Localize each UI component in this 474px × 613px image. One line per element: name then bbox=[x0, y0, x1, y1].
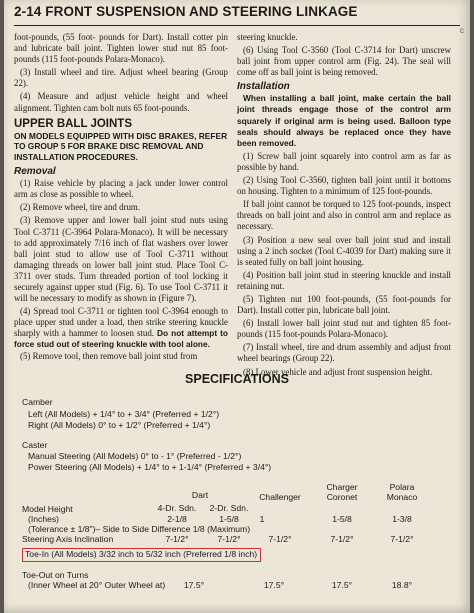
model-height-charger: 1-5/8 bbox=[332, 514, 352, 524]
section-disc-brake-note: ON MODELS EQUIPPED WITH DISC BRAKES, REFER TO GROUP 5 FOR BRAKE DISC REMOVAL AND INSTALLATION PROCEDURES. bbox=[14, 130, 228, 162]
install-step-3: (3) Position a new seal over ball joint stud and install using a 2 inch socket (Tool C-4039 for Dart) making sure it is seated fully on ball joint housing. bbox=[237, 234, 451, 267]
camber-right: Right (All Models) 0° to + 1/2° (Preferred + 1/4°) bbox=[28, 420, 211, 430]
install-step-7: (7) Install wheel, tire and drum assembly and adjust front wheel bearings (Group 22). bbox=[237, 342, 451, 364]
model-height-polara: 1-3/8 bbox=[392, 514, 412, 524]
left-column bbox=[14, 32, 228, 364]
tolerance-note: (Tolerance ± 1/8")– Side to Side Difference 1/8 (Maximum) bbox=[28, 524, 251, 534]
toe-out-label: Toe-Out on Turns bbox=[22, 570, 89, 580]
specifications-title: SPECIFICATIONS bbox=[185, 372, 289, 386]
col-header-dart: Dart bbox=[191, 490, 209, 500]
model-height-challenger: 1 bbox=[259, 514, 265, 524]
removal-step-2: (2) Remove wheel, tire and drum. bbox=[20, 202, 141, 213]
left-intro-3: (4) Measure and adjust vehicle height and wheel alignment. Tighten cam bolt nuts 65 foot-pounds. bbox=[14, 91, 228, 113]
install-step-8: (8) Lower vehicle and adjust front suspension height. bbox=[243, 366, 433, 377]
camber-left: Left (All Models) + 1/4° to + 3/4° (Preferred + 1/2°) bbox=[28, 409, 220, 419]
model-height-dart-4dr: 2-1/8 bbox=[167, 514, 187, 524]
toe-out-dart: 17.5° bbox=[183, 580, 205, 590]
installation-heading: Installation bbox=[237, 81, 290, 93]
page-header bbox=[14, 4, 460, 30]
install-torque-note: If ball joint cannot be torqued to 125 foot-pounds, inspect threads on ball joint and also in control arm and replace as necessary. bbox=[237, 199, 451, 232]
installation-note: When installing a ball joint, make certain the ball joint threads engage those of the control arm squarely if original arm is being used. Balloon type seals should always be replaced once they have been removed. bbox=[237, 93, 451, 148]
left-intro-1: foot-pounds, (55 foot- pounds for Dart). Install cotter pin and lubricate ball joint. Tighten lower stud nut 85 foot-pounds (115 foot-pounds Polara-Monaco). bbox=[14, 32, 228, 65]
removal-step-5: (5) Remove tool, then remove ball joint stud from bbox=[20, 350, 198, 361]
camber-label: Camber bbox=[22, 397, 53, 407]
sai-charger: 7-1/2° bbox=[330, 534, 354, 544]
caster-manual: Manual Steering (All Models) 0° to - 1° (Preferred - 1/2°) bbox=[28, 451, 242, 461]
right-intro-2: (6) Using Tool C-3560 (Tool C-3714 for Dart) unscrew ball joint from upper control arm (Fig. 24). The seal will come off as ball joint is being removed. bbox=[237, 45, 451, 78]
removal-step-1: (1) Raise vehicle by placing a jack under lower control arm as close as possible to wheel. bbox=[14, 178, 228, 200]
model-height-dart-2dr: 1-5/8 bbox=[219, 514, 239, 524]
page-title: 2-14 FRONT SUSPENSION AND STEERING LINKAGE bbox=[14, 4, 358, 19]
col-header-challenger: Challenger bbox=[259, 492, 301, 502]
section-title-upper-ball-joints: UPPER BALL JOINTS bbox=[14, 117, 132, 130]
toe-in-spec: Toe-In (All Models) 3/32 inch to 5/32 inch (Preferred 1/8 inch) bbox=[25, 549, 258, 559]
col-header-monaco: Monaco bbox=[386, 492, 418, 502]
left-intro-2: (3) Install wheel and tire. Adjust wheel bearing (Group 22). bbox=[14, 67, 228, 89]
sai-label: Steering Axis Inclination bbox=[22, 534, 114, 544]
install-step-1: (1) Screw ball joint squarely into control arm as far as possible by hand. bbox=[237, 150, 451, 172]
removal-step-4-text: (4) Spread tool C-3711 or tighten tool C-3964 enough to place upper stud under a load, then strike steering knuckle sharply with a hammer to loosen stud. bbox=[14, 306, 228, 339]
caster-power: Power Steering (All Models) + 1/4° to + 1-1/4° (Preferred + 3/4°) bbox=[28, 462, 272, 472]
col-header-coronet: Coronet bbox=[326, 492, 358, 502]
inches-label: (Inches) bbox=[28, 514, 60, 524]
col-header-charger: Charger bbox=[326, 482, 358, 492]
install-step-4: (4) Position ball joint stud in steering knuckle and install retaining nut. bbox=[237, 269, 451, 291]
install-step-5: (5) Tighten nut 100 foot-pounds, (55 foot-pounds for Dart). Install cotter pin, lubricate ball joint. bbox=[237, 293, 451, 316]
col-header-dart-4dr: 4-Dr. Sdn. bbox=[157, 503, 197, 513]
col-header-dart-2dr: 2-Dr. Sdn. bbox=[209, 503, 249, 513]
removal-warning: Do not attempt to force stud out of steering knuckle with tool alone. bbox=[14, 328, 229, 350]
sai-polara: 7-1/2° bbox=[390, 534, 414, 544]
header-rule bbox=[14, 25, 460, 26]
manual-page bbox=[4, 0, 470, 613]
col-header-polara: Polara bbox=[389, 482, 415, 492]
model-height-label: Model Height bbox=[22, 504, 73, 514]
toe-out-challenger: 17.5° bbox=[263, 580, 285, 590]
right-intro-1: steering knuckle. bbox=[237, 32, 298, 42]
removal-heading: Removal bbox=[14, 166, 56, 178]
sai-dart-2dr: 7-1/2° bbox=[217, 534, 241, 544]
removal-step-4 bbox=[14, 306, 228, 350]
right-column bbox=[237, 32, 451, 380]
corner-mark: c bbox=[460, 26, 464, 35]
removal-step-3: (3) Remove upper and lower ball joint stud nuts using Tool C-3711 (C-3964 Polara-Monaco). It will be necessary to add approximately 7/16 inch of flat washers over lower ball joint stud to allow use of Tool C-3711 without damaging threads on lower ball joint stud. Place Tool C-3711 over studs. Turn threaded portion of tool locking it securely against upper stud (Fig. 6). To use Tool C-3711 it will be necessary to modify as shown in (Figure 7). bbox=[14, 215, 228, 304]
sai-dart-4dr: 7-1/2° bbox=[165, 534, 189, 544]
toe-out-polara: 18.8° bbox=[391, 580, 413, 590]
install-step-2: (2) Using Tool C-3560, tighten ball joint until it bottoms on housing. Tighten to a minimum of 125 foot-pounds. bbox=[237, 175, 451, 197]
toe-out-charger: 17.5° bbox=[331, 580, 353, 590]
toe-out-sub: (Inner Wheel at 20° Outer Wheel at) bbox=[28, 580, 166, 590]
sai-challenger: 7-1/2° bbox=[268, 534, 292, 544]
install-step-6: (6) Install lower ball joint stud nut and tighten 85 foot-pounds (115 foot-pounds Polara-Monaco). bbox=[237, 318, 451, 340]
caster-label: Caster bbox=[22, 440, 48, 450]
